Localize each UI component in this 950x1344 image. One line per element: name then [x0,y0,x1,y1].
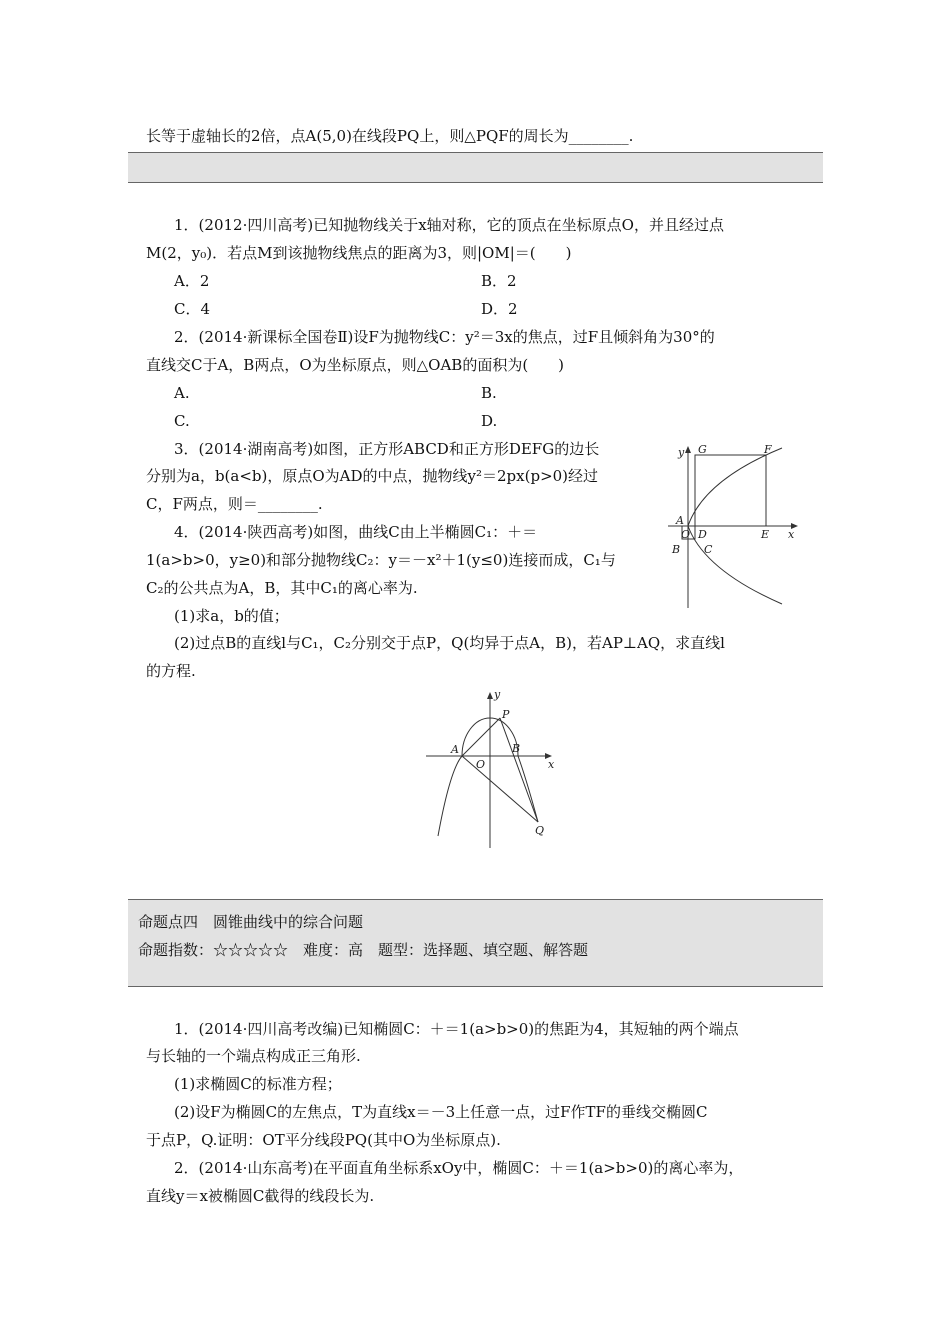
q3-text-line: 分别为a，b(a<b)，原点O为AD的中点，抛物线y²＝2px(p>0)经过 [146,467,599,485]
intro-text-line: 长等于虚轴长的2倍，点A(5,0)在线段PQ上，则△PQF的周长为________. [146,127,634,145]
q1-option-b: B．2 [481,272,517,290]
fig1-label: O [681,528,691,541]
figure-squares-parabola [664,440,809,610]
q4-subquestion-2: (2)过点B的直线l与C₁，C₂分别交于点P，Q(均异于点A，B)，若AP⊥AQ，求直线l [174,634,725,652]
section-meta: 命题指数：☆☆☆☆☆ 难度：高 题型：选择题、填空题、解答题 [138,941,589,959]
s4-q2-text-line: 直线y＝x被椭圆C截得的线段长为. [146,1187,375,1205]
fig1-label: F [764,443,772,456]
q2-option-b: B. [481,384,497,402]
s4-q1-subquestion-2: (2)设F为椭圆C的左焦点，T为直线x＝－3上任意一点，过F作TF的垂线交椭圆C [174,1103,708,1121]
section-title: 命题点四 圆锥曲线中的综合问题 [138,913,364,931]
fig1-label: y [678,446,685,459]
s4-q1-text-line: 与长轴的一个端点构成正三角形. [146,1047,361,1065]
q2-option-a: A. [174,384,190,402]
fig1-label: x [788,528,795,541]
q4-text-line: C₂的公共点为A，B，其中C₁的离心率为. [146,579,418,597]
s4-q1-text-line: 于点P，Q.证明：OT平分线段PQ(其中O为坐标原点). [146,1131,501,1149]
q3-text-line: 3．(2014·湖南高考)如图，正方形ABCD和正方形DEFG的边长 [174,440,600,458]
q1-text-line: 1．(2012·四川高考)已知抛物线关于x轴对称，它的顶点在坐标原点O，并且经过点 [174,216,724,234]
fig2-label: B [512,742,521,755]
fig1-label: A [676,514,684,527]
fig2-label: A [451,743,459,756]
fig1-label: G [698,443,707,456]
figure-ellipse-parabola [420,688,560,850]
fig1-label: D [698,528,707,541]
q1-option-a: A．2 [174,272,210,290]
fig2-label: Q [535,824,545,837]
q2-option-d: D. [481,412,498,430]
section-header-band [128,152,823,183]
q4-text-line: 的方程. [146,662,196,680]
fig1-label: C [704,543,713,556]
fig1-label: B [672,543,681,556]
q2-option-c: C. [174,412,190,430]
fig1-label: E [761,528,770,541]
q1-text-line: M(2，y₀)．若点M到该抛物线焦点的距离为3，则|OM|＝( ) [146,244,572,262]
q1-option-d: D．2 [481,300,518,318]
fig2-label: P [502,708,510,721]
q4-text-line: 1(a>b>0，y≥0)和部分抛物线C₂：y＝－x²＋1(y≤0)连接而成，C₁与 [146,551,616,569]
q1-option-c: C．4 [174,300,211,318]
q4-subquestion-1: (1)求a，b的值； [174,607,289,625]
s4-q1-text-line: 1．(2014·四川高考改编)已知椭圆C：＋＝1(a>b>0)的焦距为4，其短轴的两个端点 [174,1020,739,1038]
fig2-label: x [548,758,555,771]
q3-text-line: C，F两点，则＝________. [146,495,323,513]
s4-q2-text-line: 2．(2014·山东高考)在平面直角坐标系xOy中，椭圆C：＋＝1(a>b>0)的离心率为， [174,1159,744,1177]
section-header-band [128,899,823,987]
fig2-label: y [494,688,501,701]
q2-text-line: 2．(2014·新课标全国卷Ⅱ)设F为抛物线C：y²＝3x的焦点，过F且倾斜角为30°的 [174,328,715,346]
q2-text-line: 直线交C于A，B两点，O为坐标原点，则△OAB的面积为( ) [146,356,565,374]
q4-text-line: 4．(2014·陕西高考)如图，曲线C由上半椭圆C₁：＋＝ [174,523,538,541]
fig2-label: O [476,758,486,771]
s4-q1-subquestion-1: (1)求椭圆C的标准方程； [174,1075,342,1093]
